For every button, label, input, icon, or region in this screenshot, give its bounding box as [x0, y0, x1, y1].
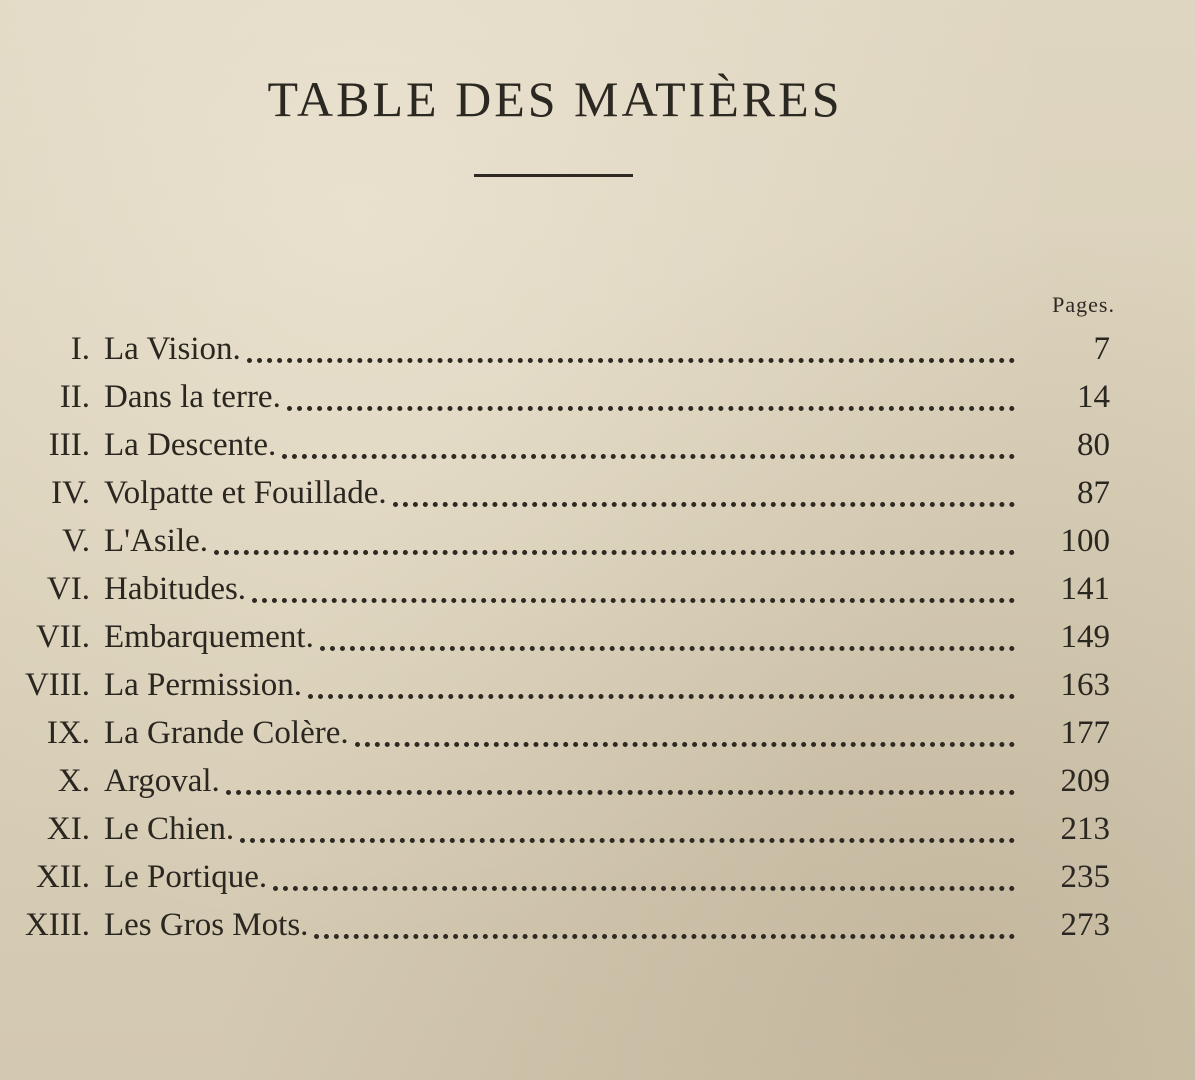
toc-entry	[0, 517, 1195, 565]
chapter-numeral: IV.	[51, 474, 90, 511]
dot-leader	[282, 454, 1015, 459]
chapter-title: Embarquement.	[104, 618, 314, 655]
page-number: 209	[1060, 762, 1110, 799]
dot-leader	[226, 790, 1015, 795]
chapter-numeral: VI.	[46, 570, 90, 607]
dot-leader	[355, 742, 1015, 747]
chapter-numeral: XII.	[35, 858, 90, 895]
page-number: 149	[1060, 618, 1110, 655]
page-number: 235	[1060, 858, 1110, 895]
chapter-title: Le Portique.	[104, 858, 268, 895]
page-title: TABLE DES MATIÈRES	[267, 71, 843, 127]
dot-leader	[393, 502, 1015, 507]
chapter-numeral: II.	[59, 378, 90, 415]
page-number: 177	[1060, 714, 1110, 751]
chapter-title: Dans la terre.	[104, 378, 281, 415]
chapter-title: Habitudes.	[104, 570, 247, 607]
chapter-numeral: XI.	[46, 810, 90, 847]
page-number: 273	[1060, 906, 1110, 943]
dot-leader	[314, 934, 1015, 939]
chapter-numeral: XIII.	[24, 906, 90, 943]
chapter-title: L'Asile.	[104, 522, 209, 559]
dot-leader	[247, 358, 1015, 363]
page-number: 80	[1077, 426, 1110, 463]
dot-leader	[320, 646, 1015, 651]
page-number: 163	[1060, 666, 1110, 703]
chapter-title: La Grande Colère.	[104, 714, 349, 751]
toc-entry	[0, 709, 1195, 757]
chapter-numeral: IX.	[46, 714, 90, 751]
chapter-title: Argoval.	[104, 762, 220, 799]
toc-entry	[0, 325, 1195, 373]
chapter-numeral: I.	[70, 330, 90, 367]
toc-entry	[0, 469, 1195, 517]
chapter-numeral: VIII.	[24, 666, 90, 703]
page-number: 213	[1060, 810, 1110, 847]
chapter-title: Les Gros Mots.	[104, 906, 309, 943]
toc-entry	[0, 565, 1195, 613]
chapter-title: La Descente.	[104, 426, 277, 463]
toc-entry	[0, 853, 1195, 901]
dot-leader	[273, 886, 1015, 891]
toc-entry	[0, 805, 1195, 853]
dot-leader	[287, 406, 1015, 411]
page-number: 100	[1060, 522, 1110, 559]
page-number: 141	[1060, 570, 1110, 607]
dot-leader	[252, 598, 1015, 603]
pages-column-label: Pages.	[1052, 292, 1115, 317]
toc-entry	[0, 373, 1195, 421]
toc-entry	[0, 661, 1195, 709]
page-number: 14	[1077, 378, 1110, 415]
toc-entry	[0, 421, 1195, 469]
chapter-numeral: V.	[62, 522, 90, 559]
page-number: 7	[1093, 330, 1110, 367]
dot-leader	[214, 550, 1015, 555]
chapter-numeral: VII.	[35, 618, 90, 655]
chapter-numeral: X.	[57, 762, 90, 799]
page-number: 87	[1077, 474, 1110, 511]
table-of-contents	[0, 325, 1195, 949]
chapter-numeral: III.	[48, 426, 90, 463]
chapter-title: La Vision.	[104, 330, 241, 367]
dot-leader	[308, 694, 1015, 699]
title-rule	[474, 174, 633, 177]
toc-entry	[0, 757, 1195, 805]
dot-leader	[240, 838, 1015, 843]
toc-entry	[0, 901, 1195, 949]
chapter-title: Volpatte et Fouillade.	[104, 474, 387, 511]
toc-entry	[0, 613, 1195, 661]
chapter-title: La Permission.	[104, 666, 302, 703]
chapter-title: Le Chien.	[104, 810, 235, 847]
